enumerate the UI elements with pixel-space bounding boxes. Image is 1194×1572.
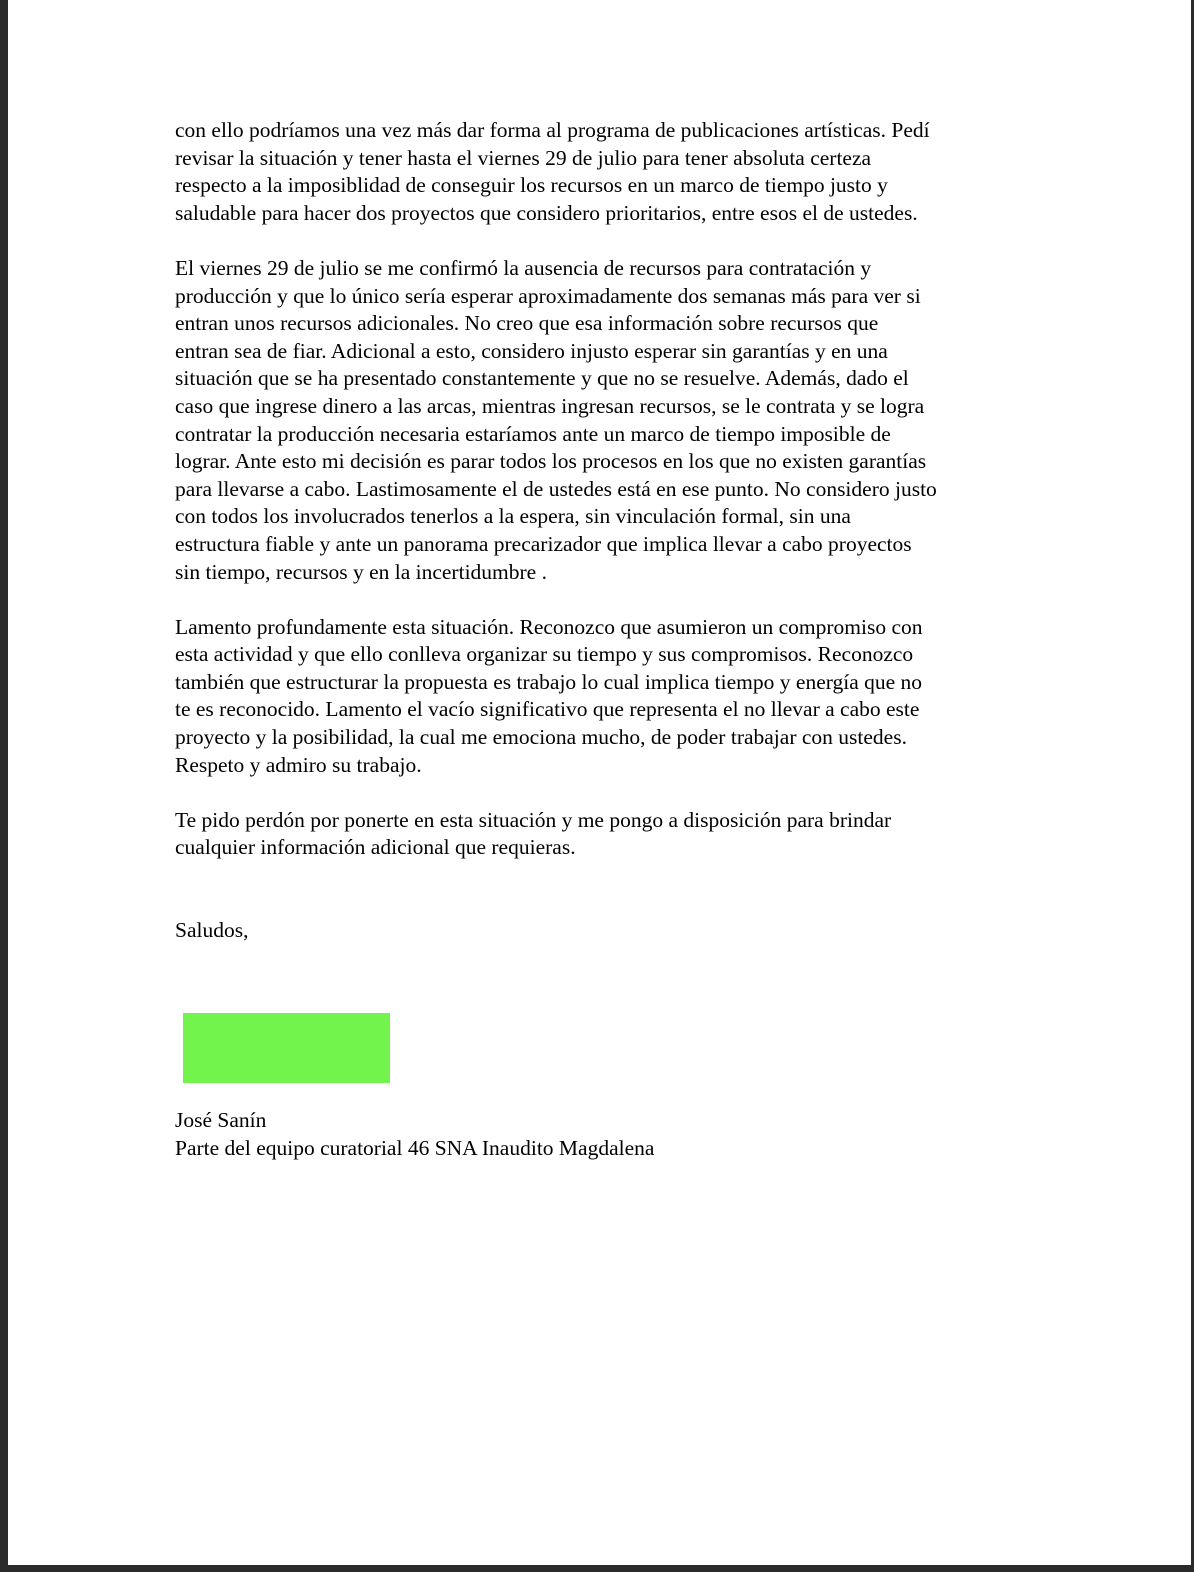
- text-line: esta actividad y que ello conlleva organizar su tiempo y sus compromisos. Reconozco: [175, 642, 914, 667]
- text-line: sin tiempo, recursos y en la incertidumbre .: [175, 559, 547, 584]
- text-line: situación que se ha presentado constantemente y que no se resuelve. Además, dado el: [175, 366, 909, 391]
- paragraph-4: [175, 807, 1045, 862]
- signer-name: José Sanín: [175, 1108, 267, 1132]
- paragraph-3: [175, 614, 1045, 780]
- document-page: [8, 0, 1191, 1565]
- signer-role: Parte del equipo curatorial 46 SNA Inaudito Magdalena: [175, 1136, 655, 1160]
- text-line: también que estructurar la propuesta es trabajo lo cual implica tiempo y energía que no: [175, 669, 923, 694]
- text-line: para llevarse a cabo. Lastimosamente el de ustedes está en ese punto. No considero justo: [175, 476, 937, 501]
- text-line: caso que ingrese dinero a las arcas, mientras ingresan recursos, se le contrata y se logra: [175, 393, 925, 418]
- text-line: proyecto y la posibilidad, la cual me emociona mucho, de poder trabajar con ustedes.: [175, 725, 907, 750]
- text-line: revisar la situación y tener hasta el viernes 29 de julio para tener absoluta certeza: [175, 145, 872, 170]
- text-line: saludable para hacer dos proyectos que considero prioritarios, entre esos el de ustedes.: [175, 200, 918, 225]
- text-line: entran unos recursos adicionales. No creo que esa información sobre recursos que: [175, 311, 879, 336]
- paragraph-2: [175, 255, 1045, 586]
- text-line: cualquier información adicional que requieras.: [175, 835, 576, 860]
- redacted-signature: [183, 1013, 390, 1083]
- signer-block: [175, 1106, 654, 1162]
- paragraph-1: [175, 117, 1045, 227]
- text-line: respecto a la imposiblidad de conseguir los recursos en un marco de tiempo justo y: [175, 173, 888, 198]
- text-line: Te pido perdón por ponerte en esta situación y me pongo a disposición para brindar: [175, 807, 892, 832]
- closing-greeting: Saludos,: [175, 918, 249, 943]
- text-line: El viernes 29 de julio se me confirmó la ausencia de recursos para contratación y: [175, 255, 872, 280]
- text-line: estructura fiable y ante un panorama precarizador que implica llevar a cabo proyectos: [175, 531, 912, 556]
- text-line: Lamento profundamente esta situación. Reconozco que asumieron un compromiso con: [175, 614, 923, 639]
- text-line: entran sea de fiar. Adicional a esto, considero injusto esperar sin garantías y en una: [175, 338, 888, 363]
- text-line: te es reconocido. Lamento el vacío significativo que representa el no llevar a cabo este: [175, 697, 920, 722]
- text-line: producción y que lo único sería esperar aproximadamente dos semanas más para ver si: [175, 283, 921, 308]
- text-line: lograr. Ante esto mi decisión es parar todos los procesos en los que no existen garantías: [175, 449, 927, 474]
- text-line: contratar la producción necesaria estaríamos ante un marco de tiempo imposible de: [175, 421, 891, 446]
- text-line: Respeto y admiro su trabajo.: [175, 752, 422, 777]
- letter-body: [175, 117, 1045, 945]
- text-line: con todos los involucrados tenerlos a la espera, sin vinculación formal, sin una: [175, 504, 851, 529]
- text-line: con ello podríamos una vez más dar forma al programa de publicaciones artísticas. Pedí: [175, 118, 930, 142]
